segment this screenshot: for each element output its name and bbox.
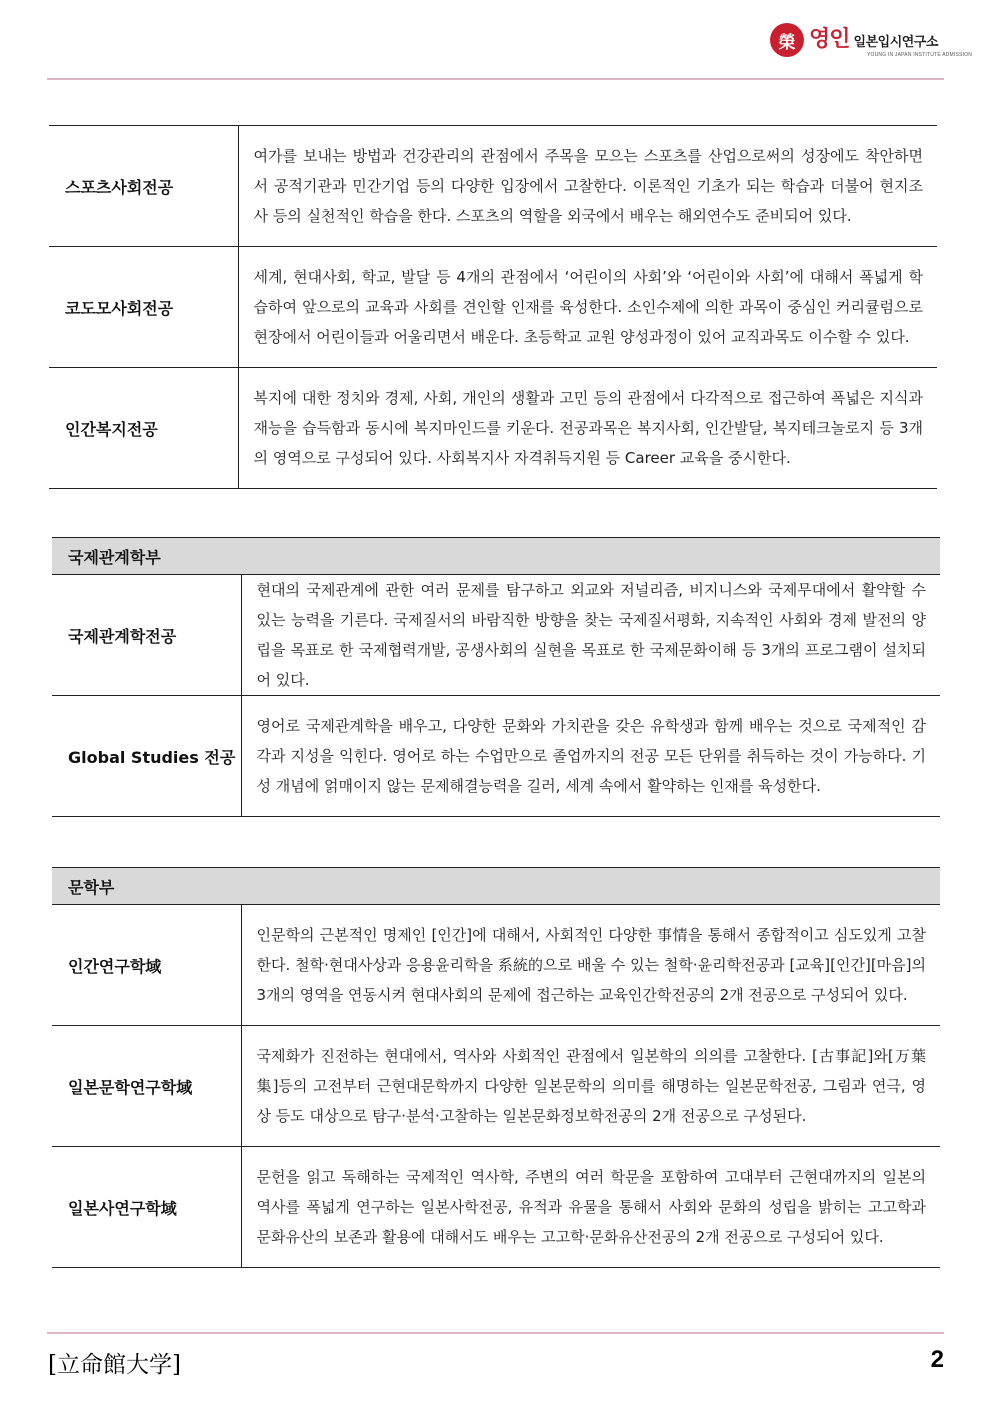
header-divider — [47, 78, 944, 80]
table-row — [52, 575, 940, 696]
logo-text — [809, 22, 972, 58]
table-row — [52, 905, 940, 1026]
section-header-row — [52, 868, 940, 905]
table-row — [49, 247, 937, 368]
table-letters — [52, 867, 940, 1268]
program-description: 인문학의 근본적인 명제인 [인간]에 대해서, 사회적인 다양한 事情을 통해서 종합적이고 심도있게 고찰한다. 철학·현대사상과 응용윤리학을 系統的으로 배울 수 있는 철학·윤리학전공과 [교육][인간][마음]의 3개의 영역을 연동시켜 현대사회의 문제에 접근하는 교육인간학전공의 2개 전공으로 구성되어 있다. — [241, 905, 940, 1026]
program-description: 영어로 국제관계학을 배우고, 다양한 문화와 가치관을 갖은 유학생과 함께 배우는 것으로 국제적인 감각과 지성을 익힌다. 영어로 하는 수업만으로 졸업까지의 전공 모든 단위를 취득하는 것이 가능하다. 기성 개념에 얽매이지 않는 문제해결능력을 길러, 세계 속에서 활약하는 인재를 육성한다. — [241, 696, 940, 817]
section-title: 문학부 — [52, 868, 940, 905]
program-name: 일본문학연구학域 — [52, 1026, 241, 1147]
logo-institute-name: 일본입시연구소 — [853, 35, 938, 50]
table-social-sciences — [49, 125, 937, 489]
table-row — [52, 1147, 940, 1268]
logo-emblem-icon: 榮 — [770, 23, 804, 57]
table-row — [52, 1026, 940, 1147]
logo-subtitle: YOUNG IN JAPAN INSTITUTE ADMISSION — [867, 52, 973, 58]
university-name: [立命館大学] — [48, 1352, 181, 1378]
section-title: 국제관계학부 — [52, 538, 940, 575]
program-description: 국제화가 진전하는 현대에서, 역사와 사회적인 관점에서 일본학의 의의를 고찰한다. [古事記]와[万葉集]등의 고전부터 근현대문학까지 다양한 일본문학의 의미를 해명하는 일본문학전공, 그림과 연극, 영상 등도 대상으로 탐구·분석·고찰하는 일본문화정보학전공의 2개 전공으로 구성된다. — [241, 1026, 940, 1147]
program-name: Global Studies 전공 — [52, 696, 241, 817]
program-name: 스포츠사회전공 — [49, 126, 238, 247]
program-name: 국제관계학전공 — [52, 575, 241, 696]
program-description: 세계, 현대사회, 학교, 발달 등 4개의 관점에서 ‘어린이의 사회’와 ‘어린이와 사회’에 대해서 폭넓게 학습하여 앞으로의 교육과 사회를 견인할 인재를 육성한다. 소인수제에 의한 과목이 중심인 커리큘럼으로 현장에서 어린이들과 어울리면서 배운다. 초등학교 교원 양성과정이 있어 교직과목도 이수할 수 있다. — [238, 247, 937, 368]
program-name: 인간연구학域 — [52, 905, 241, 1026]
program-name: 인간복지전공 — [49, 368, 238, 489]
program-description: 복지에 대한 정치와 경제, 사회, 개인의 생활과 고민 등의 관점에서 다각적으로 접근하여 폭넓은 지식과 재능을 습득함과 동시에 복지마인드를 키운다. 전공과목은 복지사회, 인간발달, 복지테크놀로지 등 3개의 영역으로 구성되어 있다. 사회복지사 자격취득지원 등 Career 교육을 중시한다. — [238, 368, 937, 489]
table-international-relations — [52, 537, 940, 817]
logo-brand: 영인 — [809, 27, 850, 52]
program-name: 일본사연구학域 — [52, 1147, 241, 1268]
program-name: 코도모사회전공 — [49, 247, 238, 368]
program-description: 현대의 국제관계에 관한 여러 문제를 탐구하고 외교와 저널리즘, 비지니스와 국제무대에서 활약할 수 있는 능력을 기른다. 국제질서의 바람직한 방향을 찾는 국제질서평화, 지속적인 사회와 경제 발전의 양립을 목표로 한 국제협력개발, 공생사회의 실현을 목표로 한 국제문화이해 등 3개의 프로그램이 설치되어 있다. — [241, 575, 940, 696]
page-number: 2 — [930, 1346, 944, 1373]
institute-logo — [770, 22, 972, 58]
table-row — [49, 368, 937, 489]
footer-divider — [47, 1332, 944, 1334]
section-header-row — [52, 538, 940, 575]
table-row — [49, 126, 937, 247]
program-description: 여가를 보내는 방법과 건강관리의 관점에서 주목을 모으는 스포츠를 산업으로써의 성장에도 착안하면서 공적기관과 민간기업 등의 다양한 입장에서 고찰한다. 이론적인 기초가 되는 학습과 더불어 현지조사 등의 실천적인 학습을 한다. 스포츠의 역할을 외국에서 배우는 해외연수도 준비되어 있다. — [238, 126, 937, 247]
table-row — [52, 696, 940, 817]
program-description: 문헌을 읽고 독해하는 국제적인 역사학, 주변의 여러 학문을 포함하여 고대부터 근현대까지의 일본의 역사를 폭넓게 연구하는 일본사학전공, 유적과 유물을 통해서 사회와 문화의 성립을 밝히는 고고학과 문화유산의 보존과 활용에 대해서도 배우는 고고학·문화유산전공의 2개 전공으로 구성되어 있다. — [241, 1147, 940, 1268]
